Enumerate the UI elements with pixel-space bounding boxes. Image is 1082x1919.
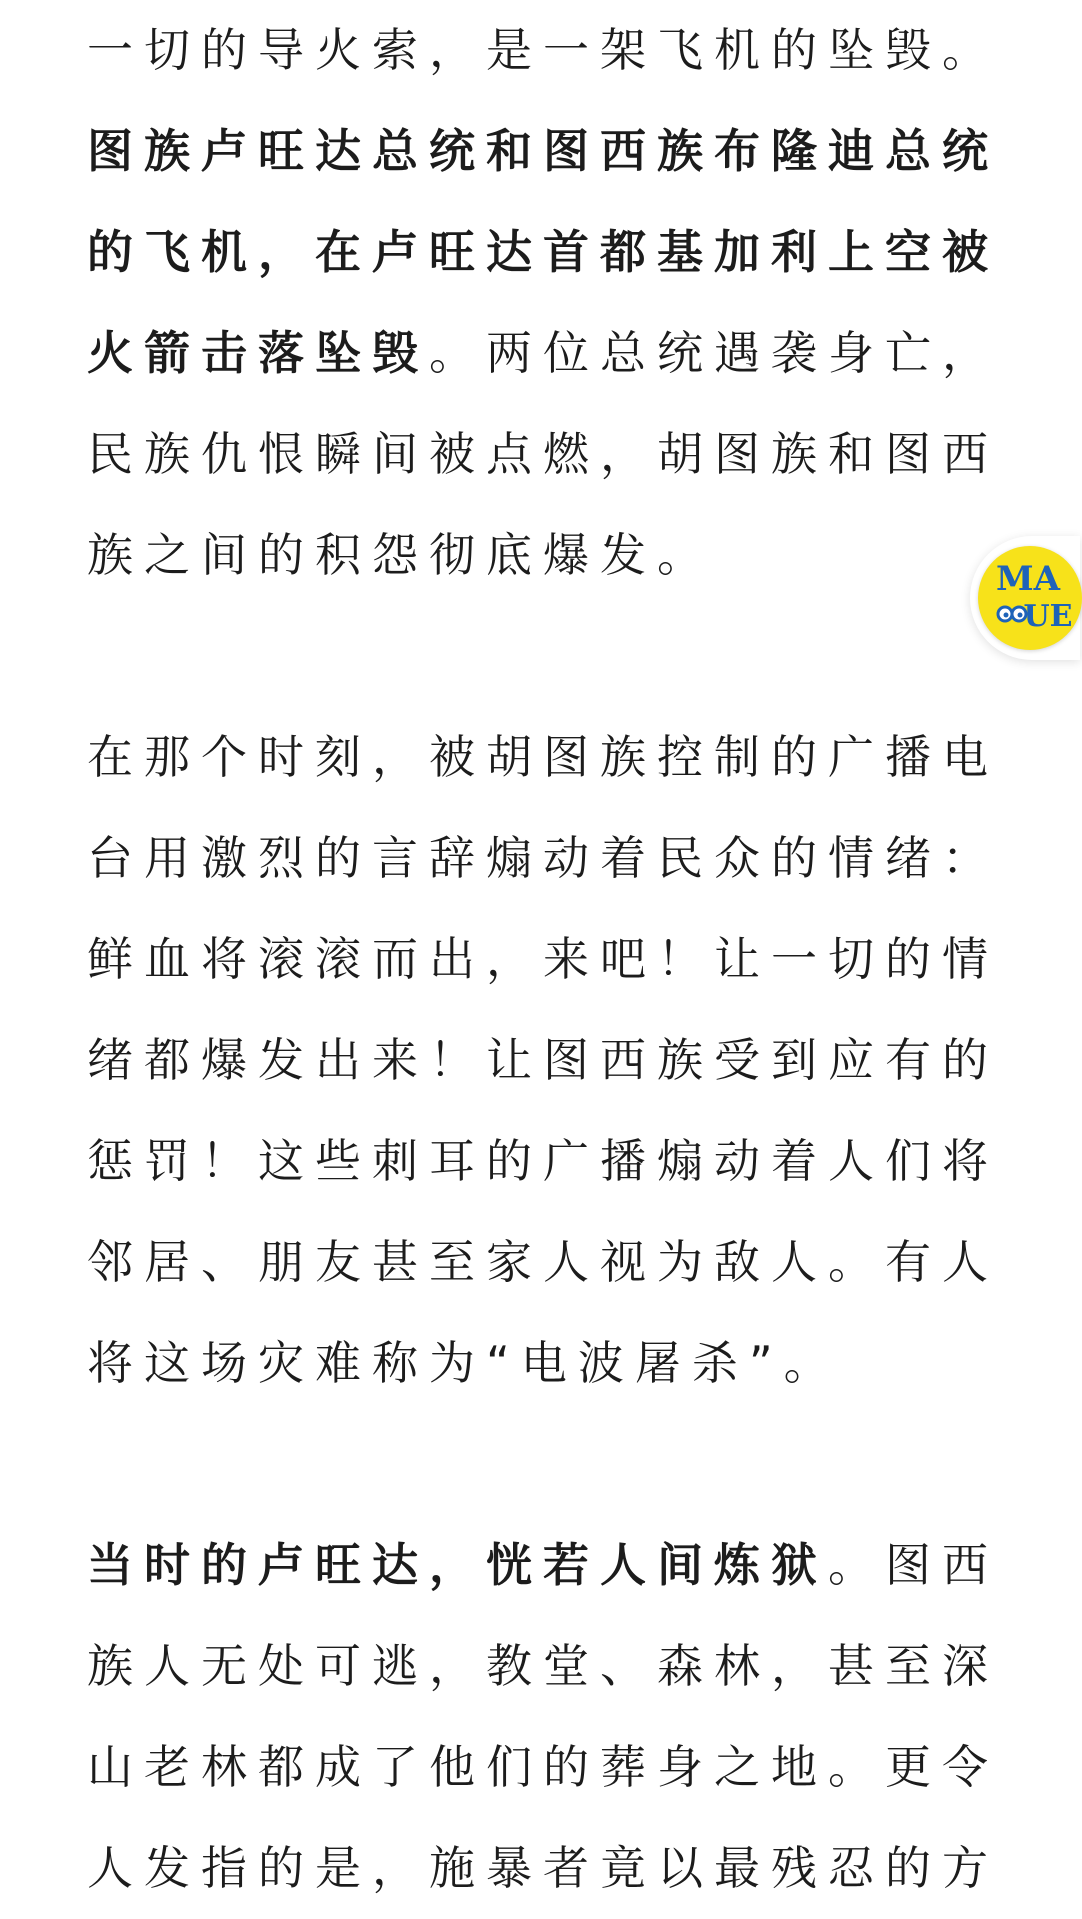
bold-text: 火箭击落坠毁 bbox=[87, 326, 429, 380]
text-span: 。两位总统遇袭身亡， bbox=[429, 326, 999, 380]
text-span: 台用激烈的言辞煽动着民众的情绪： bbox=[87, 831, 999, 885]
floating-logo-button[interactable] bbox=[970, 536, 1080, 660]
text-span: 绪都爆发出来！让图西族受到应有的 bbox=[87, 1033, 999, 1087]
logo-text-top: MA bbox=[995, 559, 1061, 599]
paragraph-gap bbox=[87, 1414, 993, 1515]
text-span: 将这场灾难称为“电波屠杀”。 bbox=[87, 1336, 841, 1390]
text-span: 邻居、朋友甚至家人视为敌人。有人 bbox=[87, 1235, 999, 1289]
text-line bbox=[87, 808, 999, 909]
owl-eyes-icon bbox=[998, 607, 1026, 621]
text-line bbox=[87, 1010, 999, 1111]
text-line bbox=[87, 1515, 999, 1616]
text-line bbox=[87, 1212, 999, 1313]
bold-text: 图族卢旺达总统和图西族布隆迪总统 bbox=[87, 124, 999, 178]
text-line bbox=[87, 303, 999, 404]
bold-text: 的飞机，在卢旺达首都基加利上空被 bbox=[87, 225, 999, 279]
text-line bbox=[87, 1111, 999, 1212]
text-span: 惩罚！这些刺耳的广播煽动着人们将 bbox=[87, 1134, 999, 1188]
text-span: 。图西 bbox=[828, 1538, 999, 1592]
paragraph-gap bbox=[87, 606, 993, 707]
text-span: 一切的导火索，是一架飞机的坠毁。 bbox=[87, 23, 999, 77]
bold-text: 当时的卢旺达，恍若人间炼狱 bbox=[87, 1538, 828, 1592]
text-line bbox=[87, 1717, 999, 1818]
text-line bbox=[87, 202, 999, 303]
article-paragraph bbox=[87, 1515, 999, 1919]
text-line bbox=[87, 1313, 993, 1414]
text-span: 鲜血将滚滚而出，来吧！让一切的情 bbox=[87, 932, 999, 986]
text-span: 民族仇恨瞬间被点燃，胡图族和图西 bbox=[87, 427, 999, 481]
text-line bbox=[87, 0, 999, 101]
article-paragraph bbox=[87, 0, 999, 606]
article-body bbox=[87, 0, 999, 1919]
text-line bbox=[87, 909, 999, 1010]
logo-badge bbox=[978, 546, 1082, 650]
text-line bbox=[87, 505, 993, 606]
text-span: 族人无处可逃，教堂、森林，甚至深 bbox=[87, 1639, 999, 1693]
text-line bbox=[87, 1616, 999, 1717]
text-line bbox=[87, 101, 999, 202]
text-span: 人发指的是，施暴者竟以最残忍的方 bbox=[87, 1841, 999, 1895]
logo-mark bbox=[978, 546, 1082, 650]
text-line bbox=[87, 1818, 999, 1919]
text-line bbox=[87, 707, 999, 808]
article-paragraph bbox=[87, 707, 999, 1414]
text-span: 山老林都成了他们的葬身之地。更令 bbox=[87, 1740, 999, 1794]
text-line bbox=[87, 404, 999, 505]
logo-text-bottom: UE bbox=[1023, 599, 1073, 634]
text-span: 族之间的积怨彻底爆发。 bbox=[87, 528, 714, 582]
text-span: 在那个时刻，被胡图族控制的广播电 bbox=[87, 730, 999, 784]
